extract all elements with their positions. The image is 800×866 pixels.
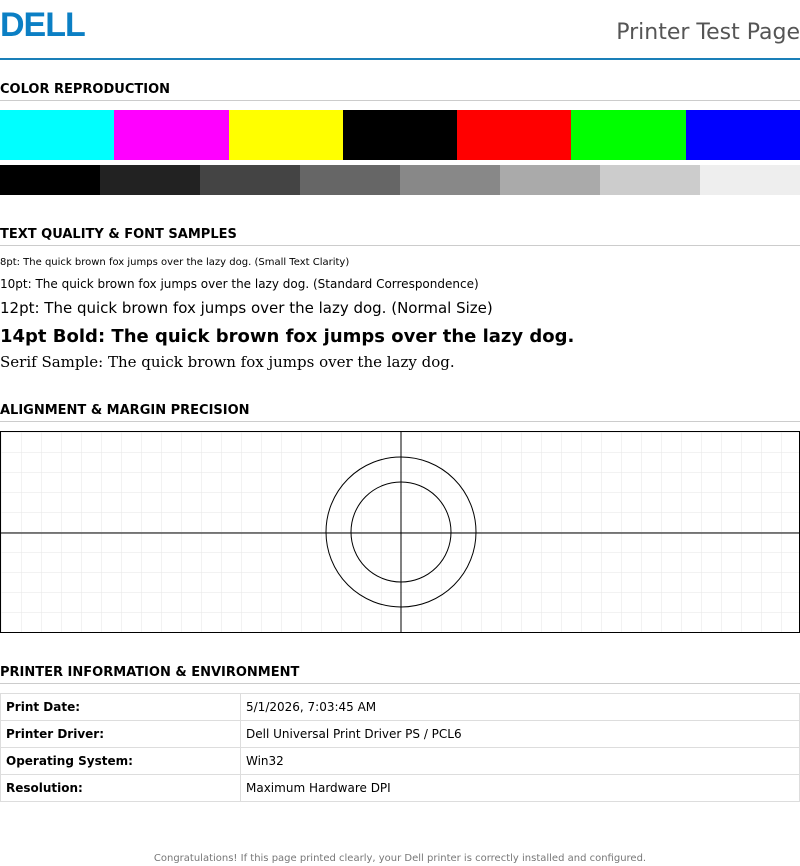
alignment-grid xyxy=(0,431,800,633)
driver-value: Dell Universal Print Driver PS / PCL6 xyxy=(241,721,800,748)
section-title-text: TEXT QUALITY & FONT SAMPLES xyxy=(0,227,800,246)
driver-label: Printer Driver: xyxy=(1,721,241,748)
table-row xyxy=(1,775,800,802)
print-date-label: Print Date: xyxy=(1,694,241,721)
gray-swatch-4 xyxy=(300,165,400,195)
resolution-value: Maximum Hardware DPI xyxy=(241,775,800,802)
footer-message: Congratulations! If this page printed clearly, your Dell printer is correctly installed and configured. xyxy=(153,853,647,864)
color-bar-primary xyxy=(0,110,800,160)
page-header xyxy=(0,0,800,60)
font-sample-10pt: 10pt: The quick brown fox jumps over the lazy dog. (Standard Correspondence) xyxy=(0,277,479,291)
alignment-grid-graphic xyxy=(1,432,799,632)
section-title-color: COLOR REPRODUCTION xyxy=(0,82,800,101)
color-swatch-6 xyxy=(571,110,685,160)
gray-swatch-3 xyxy=(200,165,300,195)
gray-swatch-5 xyxy=(400,165,500,195)
color-bar-grayscale xyxy=(0,165,800,195)
gray-swatch-7 xyxy=(600,165,700,195)
resolution-label: Resolution: xyxy=(1,775,241,802)
os-value: Win32 xyxy=(241,748,800,775)
table-row xyxy=(1,748,800,775)
font-sample-serif: Serif Sample: The quick brown fox jumps over the lazy dog. xyxy=(0,353,455,371)
table-row xyxy=(1,694,800,721)
color-swatch-4 xyxy=(343,110,457,160)
section-title-alignment: ALIGNMENT & MARGIN PRECISION xyxy=(0,403,800,422)
table-row xyxy=(1,721,800,748)
font-sample-14pt-bold: 14pt Bold: The quick brown fox jumps over the lazy dog. xyxy=(0,326,575,347)
font-sample-12pt: 12pt: The quick brown fox jumps over the lazy dog. (Normal Size) xyxy=(0,299,493,317)
print-date-value: 5/1/2026, 7:03:45 AM xyxy=(241,694,800,721)
gray-swatch-8 xyxy=(700,165,800,195)
section-title-info: PRINTER INFORMATION & ENVIRONMENT xyxy=(0,665,800,684)
gray-swatch-2 xyxy=(100,165,200,195)
grid-background xyxy=(1,432,799,632)
gray-swatch-6 xyxy=(500,165,600,195)
color-swatch-5 xyxy=(457,110,571,160)
printer-info-table xyxy=(0,693,800,802)
color-swatch-2 xyxy=(114,110,228,160)
color-swatch-3 xyxy=(229,110,343,160)
gray-swatch-1 xyxy=(0,165,100,195)
os-label: Operating System: xyxy=(1,748,241,775)
color-swatch-1 xyxy=(0,110,114,160)
page-title: Printer Test Page xyxy=(616,20,800,45)
color-swatch-7 xyxy=(686,110,800,160)
font-sample-8pt: 8pt: The quick brown fox jumps over the lazy dog. (Small Text Clarity) xyxy=(0,257,350,268)
dell-logo: DELL xyxy=(0,6,85,44)
